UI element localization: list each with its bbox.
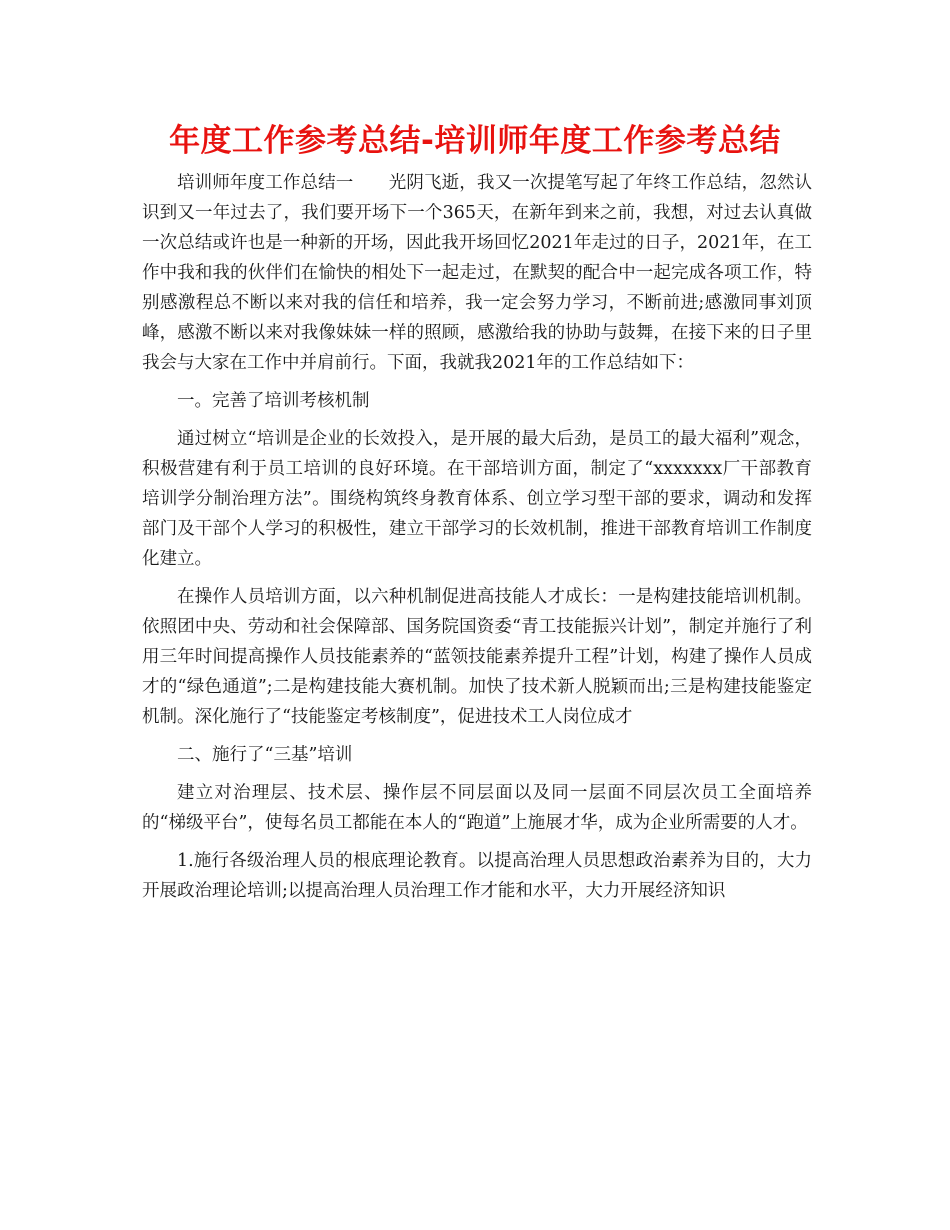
- paragraph-operator-training: 在操作人员培训方面，以六种机制促进高技能人才成长：一是构建技能培训机制。依照团中央、劳动和社会保障部、国务院国资委“青工技能振兴计划”，制定并施行了利用三年时间提高操作人员技能素养的“蓝领技能素养提升工程”计划，构建了操作人员成才的“绿色通道”;二是构建技能大赛机制。加快了技术新人脱颖而出;三是构建技能鉴定机制。深化施行了“技能鉴定考核制度”，促进技术工人岗位成才: [142, 587, 812, 727]
- paragraph-management-education: 1.施行各级治理人员的根底理论教育。以提高治理人员思想政治素养为目的，大力开展政治理论培训;以提高治理人员治理工作才能和水平，大力开展经济知识: [142, 851, 812, 901]
- section-heading-2: 二、施行了“三基”培训: [177, 745, 353, 765]
- paragraph-ladder-platform: 建立对治理层、技术层、操作层不同层面以及同一层面不同层次员工全面培养的“梯级平台”，使每名员工都能在本人的“跑道”上施展才华，成为企业所需要的人才。: [142, 783, 812, 833]
- section-heading-1: 一。完善了培训考核机制: [177, 391, 370, 411]
- document-body: [142, 168, 812, 914]
- paragraph-training-philosophy: 通过树立“培训是企业的长效投入，是开展的最大后劲，是员工的最大福利”观念，积极营建有利于员工培训的良好环境。在干部培训方面，制定了“xxxxxxx厂干部教育培训学分制治理方法”。围绕构筑终身教育体系、创立学习型干部的要求，调动和发挥部门及干部个人学习的积极性，建立干部学习的长效机制，推进干部教育培训工作制度化建立。: [142, 429, 812, 569]
- document-title: 年度工作参考总结-培训师年度工作参考总结: [169, 123, 781, 159]
- paragraph-intro: 培训师年度工作总结一 光阴飞逝，我又一次提笔写起了年终工作总结，忽然认识到又一年过去了，我们要开场下一个365天，在新年到来之前，我想，对过去认真做一次总结或许也是一种新的开场，因此我开场回忆2021年走过的日子，2021年，在工作中我和我的伙伴们在愉快的相处下一起走过，在默契的配合中一起完成各项工作，特别感激程总不断以来对我的信任和培养，我一定会努力学习，不断前进;感激同事刘顶峰，感激不断以来对我像妹妹一样的照顾，感激给我的协助与鼓舞，在接下来的日子里我会与大家在工作中并肩前行。下面，我就我2021年的工作总结如下：: [142, 173, 812, 373]
